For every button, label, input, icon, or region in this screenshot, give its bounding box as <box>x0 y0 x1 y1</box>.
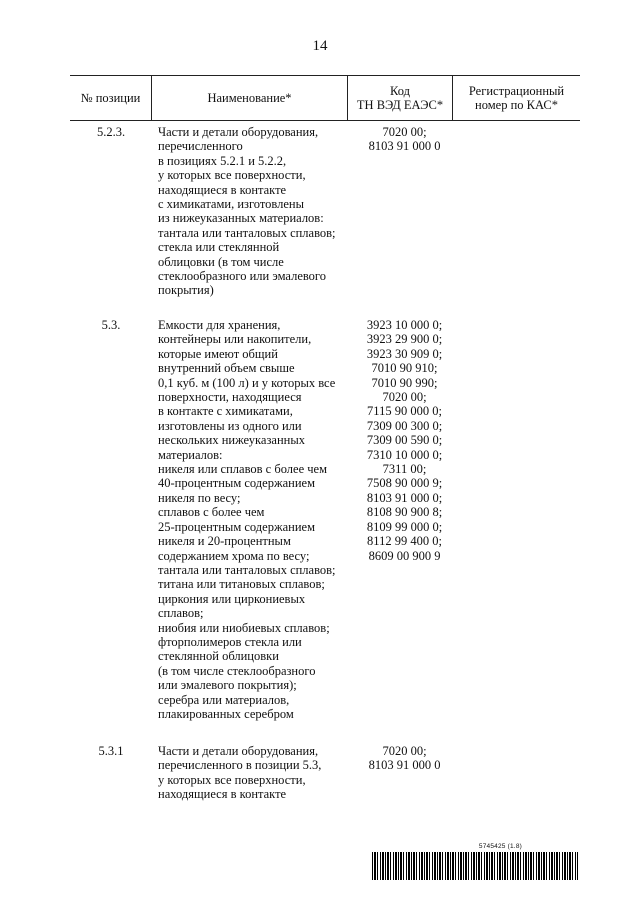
text-line: титана или титановых сплавов; <box>158 577 325 592</box>
text-line: находящиеся в контакте <box>158 787 287 802</box>
barcode-block <box>372 843 578 881</box>
header-name: Наименование* <box>152 76 348 120</box>
text-line: 7020 00; <box>382 744 427 758</box>
text-line: 7010 90 990; <box>371 375 438 390</box>
text-line: тантала или танталовых сплавов; <box>158 225 336 240</box>
text-line: плакированных серебром <box>158 706 294 721</box>
text-line: содержанием хрома по весу; <box>158 548 310 563</box>
text-line: 3923 29 900 0; <box>366 332 443 347</box>
text-line: 0,1 куб. м (100 л) и у которых все <box>158 375 336 390</box>
header-code <box>348 76 453 120</box>
text-line: сплавов с более чем <box>158 505 265 520</box>
text-line: 7309 00 590 0; <box>366 433 443 448</box>
text-line: у которых все поверхности, <box>158 168 306 183</box>
text-line: 25-процентным содержанием <box>158 519 315 534</box>
text-line: у которых все поверхности, <box>158 772 306 787</box>
text-line: 3923 10 000 0; <box>366 318 443 332</box>
text-line: ниобия или ниобиевых сплавов; <box>158 620 330 635</box>
page-number: 14 <box>312 38 328 54</box>
item-name <box>158 318 358 721</box>
text-line: внутренний объем свыше <box>158 361 295 376</box>
text-line: 8609 00 900 9 <box>368 548 441 563</box>
text-line: материалов: <box>158 447 223 462</box>
header-position: № позиции <box>70 76 152 120</box>
text-line: в контакте с химикатами, <box>158 404 293 419</box>
text-line: поверхности, находящиеся <box>158 390 302 405</box>
text-line: Емкости для хранения, <box>158 318 281 332</box>
text-line: с химикатами, изготовлены <box>158 197 305 212</box>
text-line: находящиеся в контакте <box>158 182 287 197</box>
text-line: перечисленного <box>158 139 243 154</box>
text-line: нескольких нижеуказанных <box>158 433 305 448</box>
text-line: стеклообразного или эмалевого <box>158 269 326 284</box>
text-line: серебра или материалов, <box>158 692 290 707</box>
text-line: 8112 99 400 0; <box>367 534 442 549</box>
text-line: из нижеуказанных материалов: <box>158 211 324 226</box>
position-number: 5.3. <box>101 318 121 332</box>
text-line: циркония или циркониевых <box>158 591 306 606</box>
item-codes <box>352 318 457 563</box>
text-line: 3923 30 909 0; <box>366 346 443 361</box>
text-line: тантала или танталовых сплавов; <box>158 562 336 577</box>
text-line: Части и детали оборудования, <box>158 744 319 758</box>
text-line: которые имеют общий <box>158 346 278 361</box>
position-number: 5.3.1 <box>98 744 124 758</box>
text-line: 8108 90 900 8; <box>366 505 443 520</box>
text-line: никеля по весу; <box>158 490 241 505</box>
text-line: 8109 99 000 0; <box>366 519 443 534</box>
text-line: 7010 90 910; <box>371 361 438 376</box>
text-line: облицовки (в том числе <box>158 254 284 269</box>
text-line: (в том числе стеклообразного <box>158 663 316 678</box>
position-number: 5.2.3. <box>96 125 126 139</box>
table-header <box>70 75 580 121</box>
text-line: 7020 00; <box>382 125 427 139</box>
text-line: 8103 91 000 0; <box>366 490 443 505</box>
text-line: или эмалевого покрытия); <box>158 678 297 693</box>
header-reg-number <box>453 76 580 120</box>
text-line: 7508 90 000 9; <box>366 476 443 491</box>
text-line: контейнеры или накопители, <box>158 332 312 347</box>
text-line: 7115 90 000 0; <box>367 404 442 419</box>
text-line: никеля или сплавов с более чем <box>158 462 327 477</box>
text-line: 40-процентным содержанием <box>158 476 315 491</box>
header-reg-line2: номер по КАС* <box>475 98 558 112</box>
text-line: 7020 00; <box>382 390 427 405</box>
text-line: стекла или стеклянной <box>158 240 280 255</box>
item-codes <box>352 125 457 154</box>
text-line: 7310 10 000 0; <box>366 447 443 462</box>
header-code-line2: ТН ВЭД ЕАЭС* <box>356 98 444 112</box>
text-line: 7309 00 300 0; <box>366 418 443 433</box>
barcode-label: 5745425 (1.8) <box>478 843 522 850</box>
text-line: 8103 91 000 0 <box>368 758 441 773</box>
text-line: 7311 00; <box>382 462 427 477</box>
text-line: Части и детали оборудования, <box>158 125 319 139</box>
text-line: никеля и 20-процентным <box>158 534 291 549</box>
text-line: фторполимеров стекла или <box>158 634 302 649</box>
text-line: 8103 91 000 0 <box>368 139 441 154</box>
item-codes <box>352 744 457 773</box>
text-line: стеклянной облицовки <box>158 649 279 664</box>
header-code-line1: Код <box>390 84 410 98</box>
text-line: сплавов; <box>158 606 204 621</box>
item-name <box>158 744 358 802</box>
text-line: в позициях 5.2.1 и 5.2.2, <box>158 153 287 168</box>
barcode-image <box>372 852 578 880</box>
text-line: изготовлены из одного или <box>158 418 302 433</box>
text-line: перечисленного в позиции 5.3, <box>158 758 322 773</box>
header-reg-line1: Регистрационный <box>468 84 565 98</box>
text-line: покрытия) <box>158 283 214 298</box>
item-name <box>158 125 358 298</box>
